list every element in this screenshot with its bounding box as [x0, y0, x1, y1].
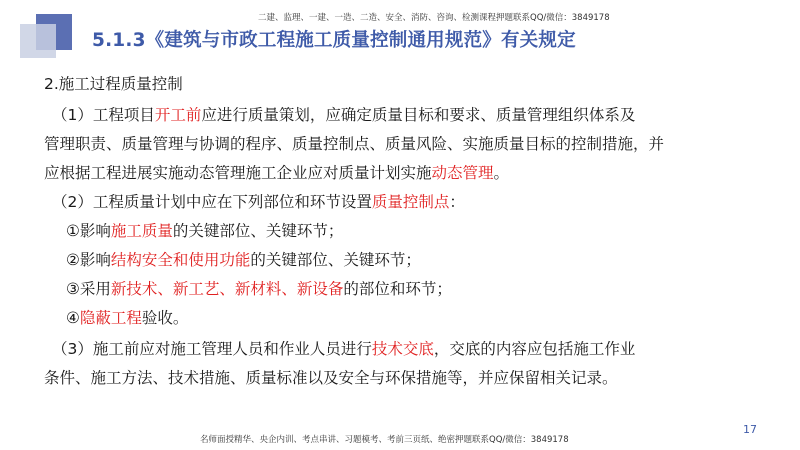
para-1-text-a: （1）工程项目 — [52, 106, 155, 124]
para-1-line-1 — [44, 103, 764, 125]
list-item-prefix: ②影响 — [66, 251, 111, 269]
list-item-prefix: ①影响 — [66, 222, 111, 240]
para-1-text-c: 应根据工程进展实施动态管理施工企业应对质量计划实施 — [44, 164, 432, 182]
list-item — [66, 248, 786, 270]
para-3-text-b: ，交底的内容应包括施工作业 — [433, 340, 636, 358]
section-heading: 2.施工过程质量控制 — [44, 75, 183, 93]
list-item-prefix: ③采用 — [66, 280, 111, 298]
list-item-suffix: 的关键部位、关键环节； — [172, 222, 344, 240]
list-item-highlight: 隐蔽工程 — [79, 309, 142, 327]
para-1-line-3 — [44, 161, 764, 183]
para-1-line-2: 管理职责、质量管理与协调的程序、质量控制点、质量风险、实施质量目标的控制措施，并 — [44, 135, 665, 153]
para-1-text-b: 应进行质量策划，应确定质量目标和要求、质量管理组织体系及 — [201, 106, 636, 124]
para-3-line-1 — [44, 337, 764, 359]
list-item — [66, 219, 786, 241]
para-2-text-b: ： — [449, 193, 465, 211]
highlight-kaigongqian: 开工前 — [154, 106, 202, 124]
list-item-suffix: 的关键部位、关键环节； — [250, 251, 421, 269]
highlight-jishu-jiaodi: 技术交底 — [371, 340, 434, 358]
decor-square-light — [20, 24, 56, 58]
list-item-highlight: 施工质量 — [110, 222, 173, 240]
slide-title: 5.1.3《建筑与市政工程施工质量控制通用规范》有关规定 — [92, 30, 576, 51]
para-1-text-d: 。 — [493, 164, 510, 182]
highlight-zhiliang-kongzhidian: 质量控制点 — [371, 193, 450, 211]
page-number: 17 — [743, 423, 757, 436]
para-3-text-a: （3）施工前应对施工管理人员和作业人员进行 — [52, 340, 372, 358]
top-banner: 二建、监理、一建、一造、二造、安全、消防、咨询、检测课程押题联系QQ/微信：3849178 — [258, 13, 610, 23]
list-item — [66, 277, 786, 299]
list-item — [66, 306, 786, 328]
highlight-dongtai-guanli: 动态管理 — [431, 164, 494, 182]
list-item-highlight: 新技术、新工艺、新材料、新设备 — [110, 280, 344, 298]
bottom-banner: 名师面授精华、央企内训、考点串讲、习题模考、考前三页纸、绝密押题联系QQ/微信：3849178 — [200, 435, 569, 445]
para-2 — [44, 190, 764, 212]
list-item-highlight: 结构安全和使用功能 — [110, 251, 251, 269]
list-item-prefix: ④ — [66, 309, 80, 327]
list-item-suffix: 的部位和环节； — [343, 280, 452, 298]
para-2-text-a: （2）工程质量计划中应在下列部位和环节设置 — [52, 193, 372, 211]
list-item-suffix: 验收。 — [141, 309, 189, 327]
para-3-line-2: 条件、施工方法、技术措施、质量标准以及安全与环保措施等，并应保留相关记录。 — [44, 369, 618, 387]
